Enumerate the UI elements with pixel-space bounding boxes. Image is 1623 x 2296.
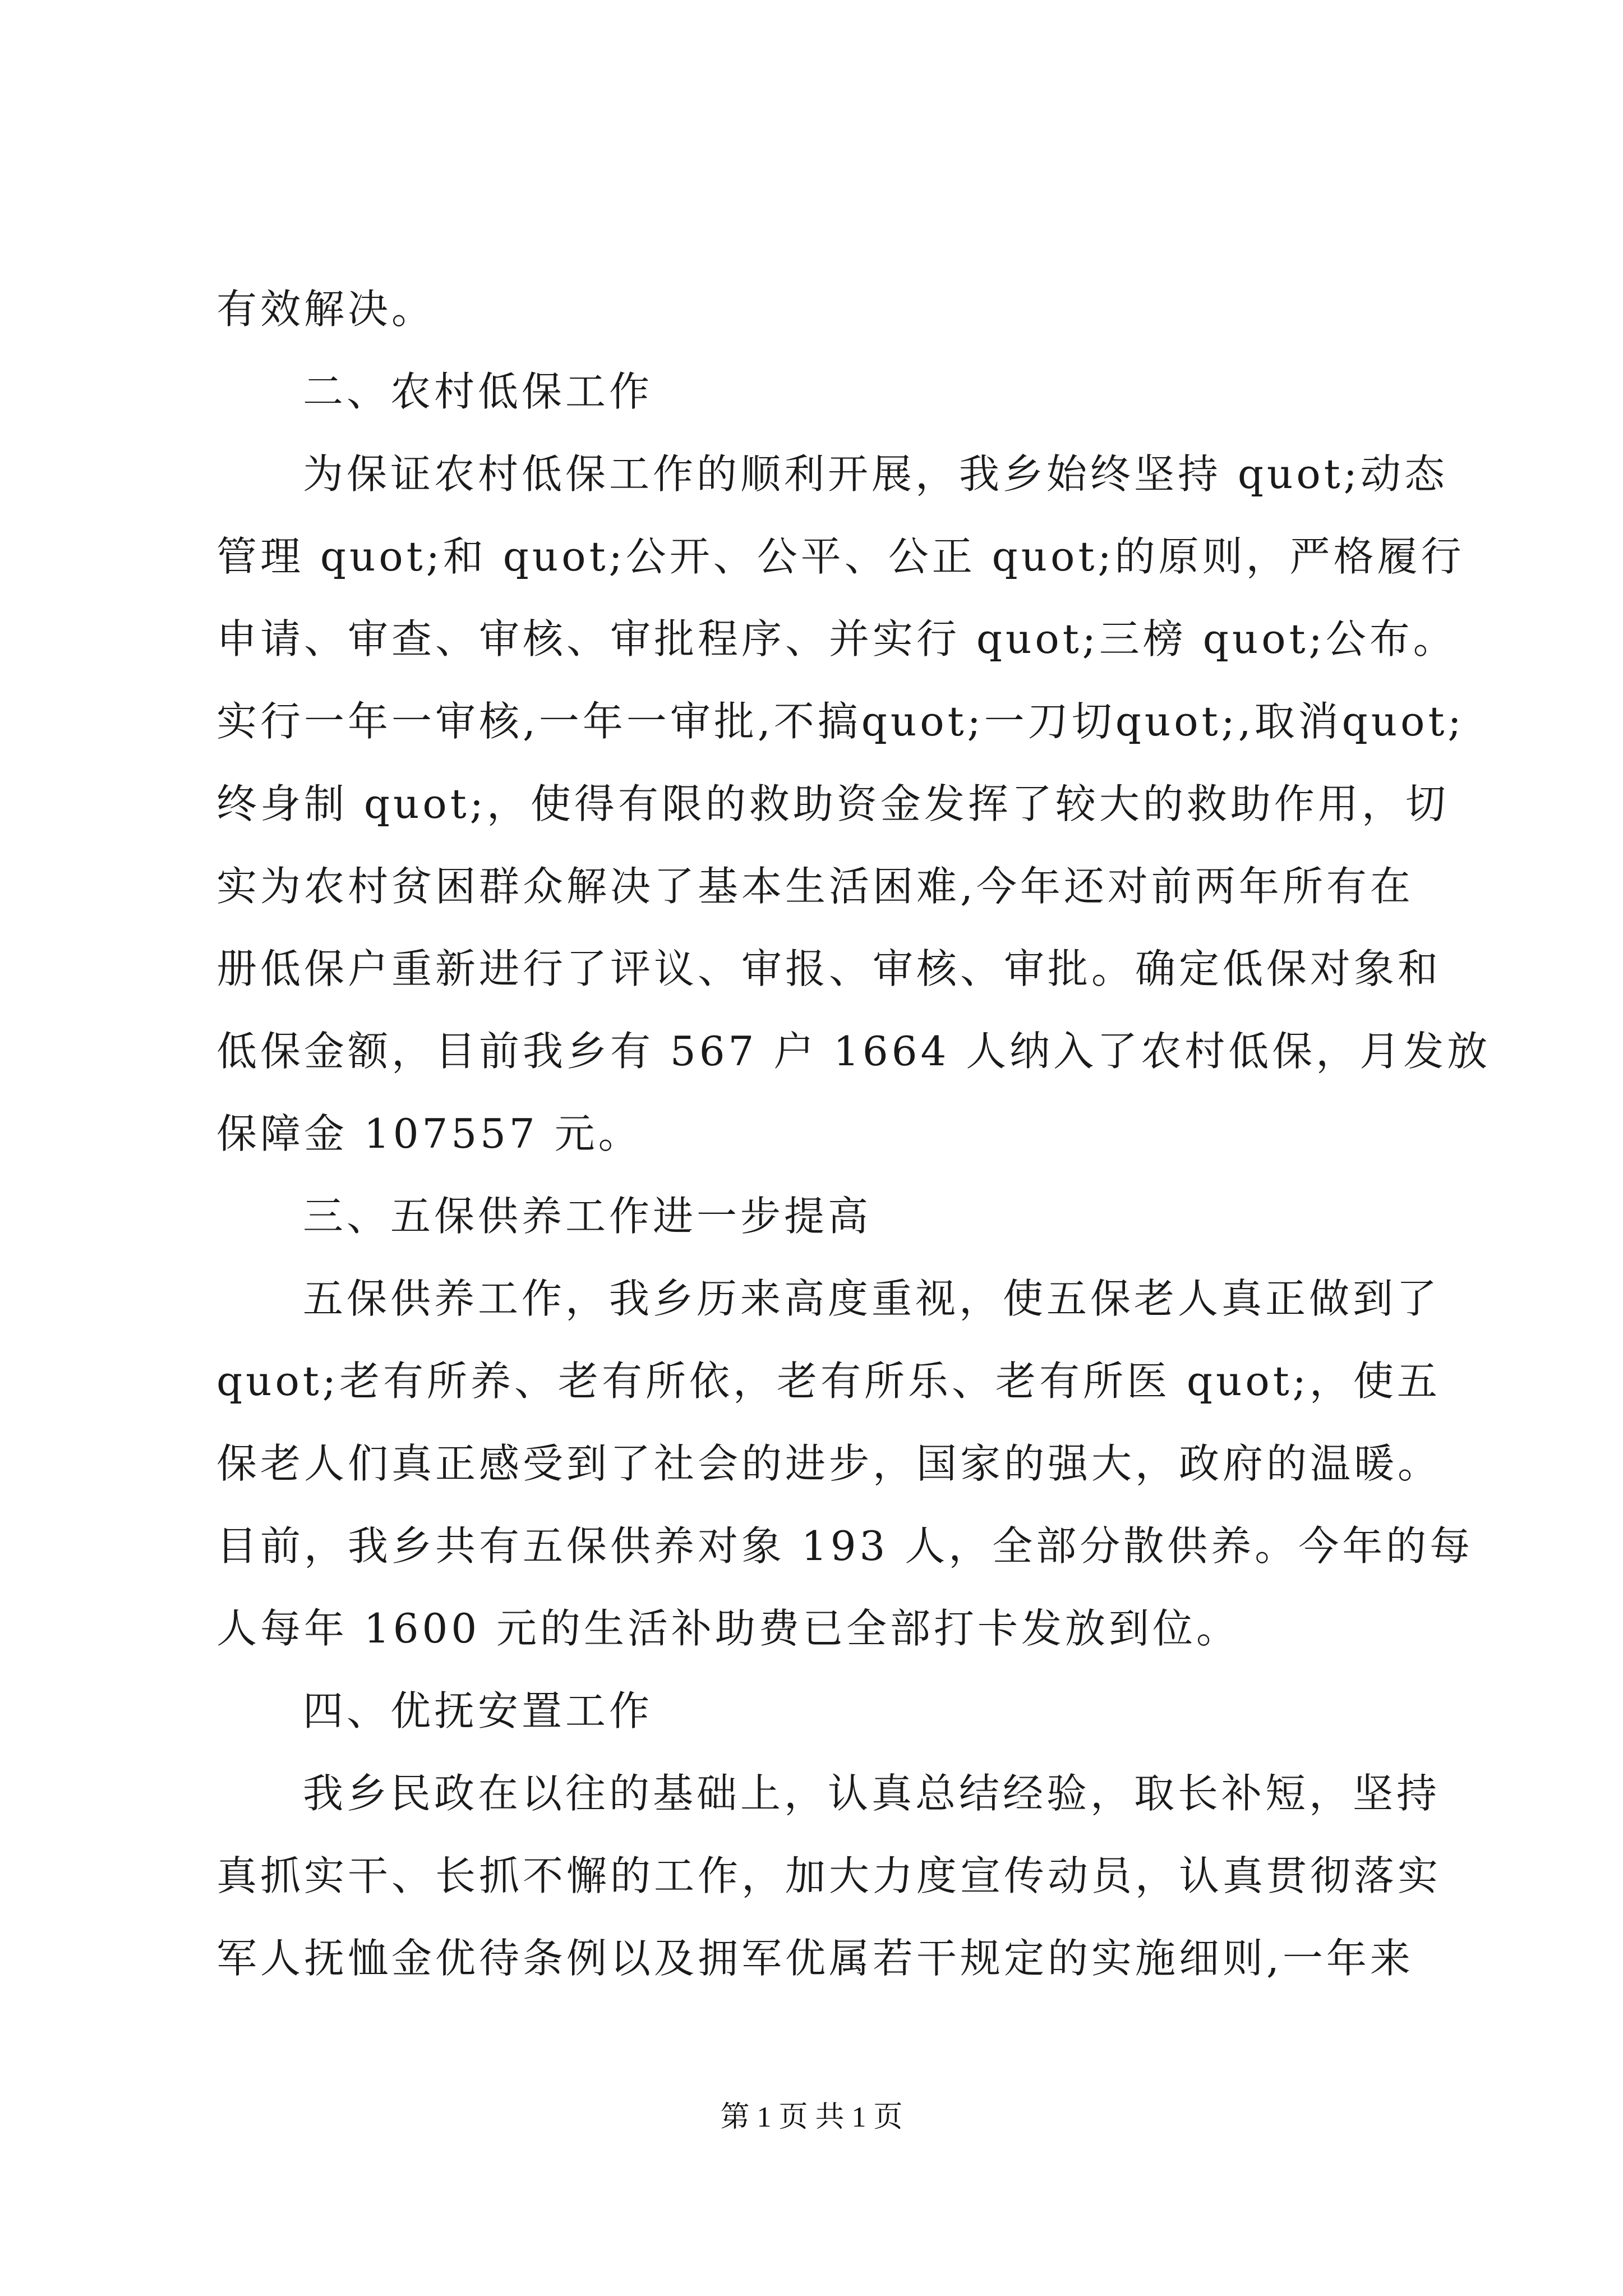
section-heading: 三、五保供养工作进一步提高 [303, 1193, 872, 1240]
body-line: 为保证农村低保工作的顺利开展，我乡始终坚持 quot;动态 [303, 450, 1448, 498]
body-line: 五保供养工作，我乡历来高度重视，使五保老人真正做到了 [303, 1275, 1441, 1322]
body-line: 人每年 1600 元的生活补助费已全部打卡发放到位。 [216, 1605, 1241, 1652]
body-line: quot;老有所养、老有所依，老有所乐、老有所医 quot;，使五 [216, 1358, 1441, 1405]
document-body [216, 268, 1491, 2000]
page-footer: 第 1 页 共 1 页 [720, 2101, 903, 2133]
body-line: 军人抚恤金优待条例以及拥军优属若干规定的实施细则,一年来 [216, 1935, 1414, 1982]
body-line: 保老人们真正感受到了社会的进步，国家的强大，政府的温暖。 [216, 1440, 1442, 1487]
body-line: 真抓实干、长抓不懈的工作，加大力度宣传动员，认真贯彻落实 [216, 1852, 1442, 1899]
body-line: 管理 quot;和 quot;公开、公平、公正 quot;的原则，严格履行 [216, 533, 1465, 580]
section-heading: 二、农村低保工作 [303, 368, 653, 415]
body-line: 实为农村贫困群众解决了基本生活困难,今年还对前两年所有在 [216, 863, 1414, 910]
body-line: 申请、审查、审核、审批程序、并实行 quot;三榜 quot;公布。 [216, 615, 1457, 662]
body-line: 我乡民政在以往的基础上，认真总结经验，取长补短，坚持 [303, 1770, 1441, 1817]
body-line: 低保金额，目前我乡有 567 户 1664 人纳入了农村低保，月发放 [216, 1028, 1491, 1075]
body-line: 册低保户重新进行了评议、审报、审核、审批。确定低保对象和 [216, 945, 1442, 992]
body-line: 目前，我乡共有五保供养对象 193 人，全部分散供养。今年的每 [216, 1522, 1474, 1570]
body-line: 有效解决。 [216, 286, 436, 333]
body-line: 实行一年一审核,一年一审批,不搞quot;一刀切quot;,取消quot; [216, 698, 1465, 745]
body-line: 终身制 quot;，使得有限的救助资金发挥了较大的救助作用，切 [216, 780, 1449, 827]
body-line: 保障金 107557 元。 [216, 1110, 642, 1157]
section-heading: 四、优抚安置工作 [303, 1687, 653, 1734]
